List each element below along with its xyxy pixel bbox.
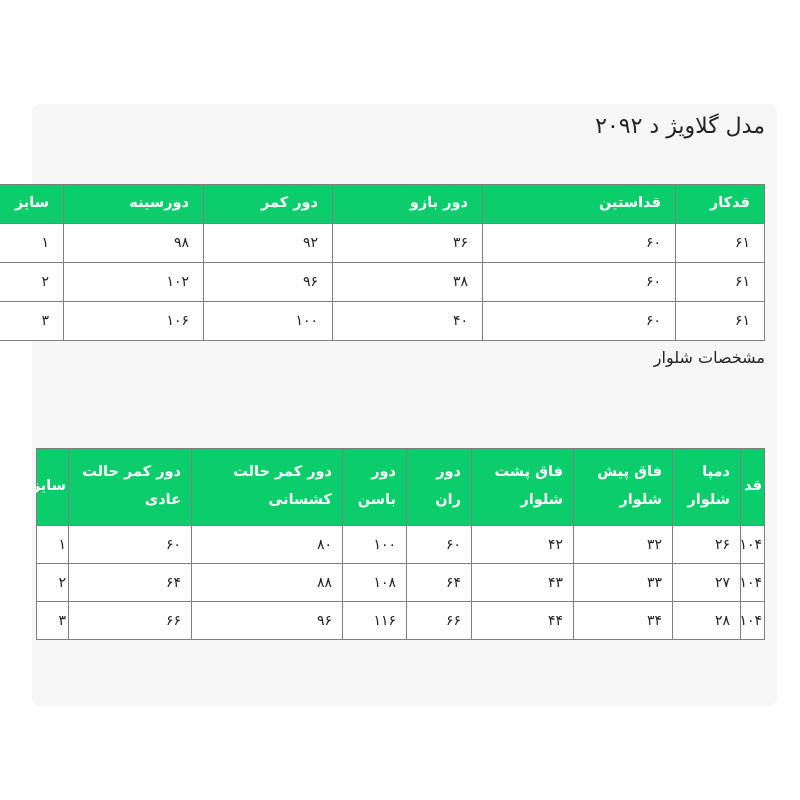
table-cell: ۳: [37, 602, 69, 640]
table-cell: ۶۱: [676, 224, 765, 263]
table-cell: ۶۰: [69, 526, 192, 564]
top-size-table: [0, 184, 765, 341]
modal-title: مدل گلاویژ د ۲۰۹۲: [595, 114, 765, 139]
table-cell: ۳۴: [574, 602, 673, 640]
table-cell: ۱۰۴: [741, 526, 765, 564]
table-cell: ۱۰۰: [343, 526, 407, 564]
pants-section-label: مشخصات شلوار: [653, 348, 765, 367]
table-cell: ۲۸: [673, 602, 741, 640]
table-cell: ۹۶: [204, 263, 333, 302]
table-cell: ۶۴: [407, 564, 472, 602]
table-header-row: [37, 449, 765, 526]
table-row: [0, 224, 765, 263]
table-cell: ۶۶: [69, 602, 192, 640]
column-header: دور ران: [407, 449, 472, 526]
table-header-row: [0, 185, 765, 224]
table-cell: ۱: [0, 224, 64, 263]
table-cell: ۹۲: [204, 224, 333, 263]
table-cell: ۹۶: [192, 602, 343, 640]
table-cell: ۸۸: [192, 564, 343, 602]
table-cell: ۳۶: [333, 224, 483, 263]
column-header: دور کمر حالت عادی: [69, 449, 192, 526]
table-cell: ۴۲: [472, 526, 574, 564]
table-cell: ۸۰: [192, 526, 343, 564]
table-cell: ۶۶: [407, 602, 472, 640]
column-header: سایز: [37, 449, 69, 526]
table-cell: ۱۰۸: [343, 564, 407, 602]
table-cell: ۹۸: [64, 224, 204, 263]
size-chart-modal: [14, 104, 777, 706]
column-header: قدکار: [676, 185, 765, 224]
table-cell: ۱۰۰: [204, 302, 333, 341]
table-cell: ۱۰۴: [741, 564, 765, 602]
column-header: قداستین: [483, 185, 676, 224]
table-cell: ۴۰: [333, 302, 483, 341]
table-cell: ۶۱: [676, 263, 765, 302]
table-cell: ۶۰: [483, 263, 676, 302]
table-row: [37, 602, 765, 640]
table-cell: ۴۴: [472, 602, 574, 640]
column-header: دورسینه: [64, 185, 204, 224]
table-cell: ۱۰۶: [64, 302, 204, 341]
table-cell: ۲: [37, 564, 69, 602]
column-header: قد: [741, 449, 765, 526]
table-cell: ۱۰۲: [64, 263, 204, 302]
column-header: فاق پشت شلوار: [472, 449, 574, 526]
table-cell: ۱۱۶: [343, 602, 407, 640]
column-header: دور باسن: [343, 449, 407, 526]
column-header: فاق پیش شلوار: [574, 449, 673, 526]
table-cell: ۲۶: [673, 526, 741, 564]
table-cell: ۳۸: [333, 263, 483, 302]
table-cell: ۶۰: [483, 302, 676, 341]
table-cell: ۴۳: [472, 564, 574, 602]
column-header: دور کمر: [204, 185, 333, 224]
table-cell: ۶۱: [676, 302, 765, 341]
column-header: سایز: [0, 185, 64, 224]
table-row: [0, 263, 765, 302]
table-row: [37, 526, 765, 564]
column-header: دمپا شلوار: [673, 449, 741, 526]
table-cell: ۶۰: [483, 224, 676, 263]
column-header: دور کمر حالت کشسانی: [192, 449, 343, 526]
table-cell: ۱: [37, 526, 69, 564]
table-cell: ۳۲: [574, 526, 673, 564]
table-cell: ۱۰۴: [741, 602, 765, 640]
table-row: [37, 564, 765, 602]
column-header: دور بازو: [333, 185, 483, 224]
pants-size-table: [31, 448, 765, 640]
table-cell: ۶۰: [407, 526, 472, 564]
table-cell: ۲: [0, 263, 64, 302]
table-cell: ۲۷: [673, 564, 741, 602]
table-cell: ۳۳: [574, 564, 673, 602]
table-cell: ۶۴: [69, 564, 192, 602]
table-cell: ۳: [0, 302, 64, 341]
table-row: [0, 302, 765, 341]
